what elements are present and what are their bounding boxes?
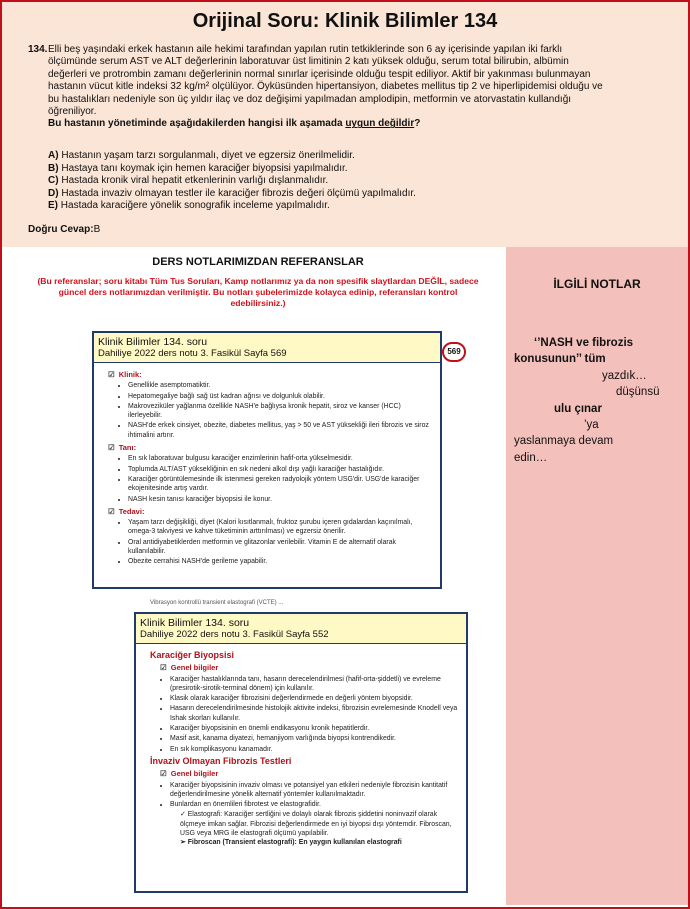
option-letter: D): [48, 187, 59, 199]
list-item: • En sık laboratuvar bulgusu karaciğer enzimlerinin hafif-orta yükselmesidir.: [128, 454, 432, 463]
list-item: • Masif asit, kanama diyatezi, hemanjiyom varlığında biyopsi kontrendikedir.: [170, 734, 458, 743]
checkbox-icon: ☑: [160, 769, 167, 779]
checkbox-icon: ☑: [108, 443, 115, 453]
list-item: • Karaciğer görüntülemesinde ilk istenmesi gereken radyolojik yöntem USG'dir. USG'de karaciğer ekojenitesinde artış vardır.: [128, 475, 432, 494]
related-notes-panel: [506, 247, 688, 905]
options-list: [48, 150, 416, 213]
option-e[interactable]: [48, 200, 416, 213]
answer-value: B: [93, 224, 101, 235]
checkbox-icon: ☑: [108, 370, 115, 379]
related-notes-title: İLGİLİ NOTLAR: [553, 277, 641, 291]
section-heading: ☑ Klinik:: [108, 370, 142, 379]
card-content: [136, 644, 466, 848]
option-text: Hastada invaziv olmayan testler ile karaciğer fibrozis değeri ölçümü yapılmalıdır.: [61, 187, 416, 199]
page-title: Orijinal Soru: Klinik Bilimler 134: [192, 10, 498, 32]
question-number: 134.: [28, 44, 48, 55]
ask-suffix: ?: [414, 118, 421, 130]
ask-emphasis: uygun değildir: [345, 118, 415, 130]
list-item: • Klasik olarak karaciğer fibrozisini değerlendirmede en değerli yöntem biyopsidir.: [170, 694, 458, 703]
list-item: • NASH kesin tanısı karaciğer biyopsisi ile konur.: [128, 495, 432, 504]
option-text: Hastaya tanı koymak için hemen karaciğer biyopsisi yapılmalıdır.: [61, 162, 348, 174]
answer-label: Doğru Cevap:: [28, 224, 94, 235]
option-letter: A): [48, 150, 59, 161]
option-d[interactable]: [48, 188, 416, 201]
list-item: • Karaciğer hastalıklarında tanı, hasarın derecelendirilmesi (hafif-orta-şiddetli) ve evreleme (presirotik-sirotik-terminal dönem) için kullanılır.: [170, 675, 458, 694]
option-text: Hastada kronik viral hepatit etkenlerinin varlığı dışlanmalıdır.: [61, 175, 329, 187]
cropped-text-strip: Vibrasyon kontrollü transient elastografi (VCTE) ...: [150, 600, 450, 612]
list-item: • Hasarın derecelendirilmesinde histolojik aktivite indeksi, fibrozisin evrelemesinde Knodell veya Ishak skorları kullanılır.: [170, 704, 458, 723]
note-line: ’ya: [584, 419, 599, 432]
question-line: bu hastalıkları nedeniyle son üç yıldır ilaç ve doz değişimi yapılmadan amplodipin, metformin ve atorvastatin kullandığı: [48, 93, 572, 105]
question-line: ölçümünde serum AST ve ALT değerlerinin laboratuvar üst limitinin 2 katı yüksek olduğu, serum total bilirubin, albümin: [48, 56, 569, 68]
note-line: yazdık…: [602, 369, 647, 382]
option-text: Hastada karaciğere yönelik sonografik inceleme yapılmalıdır.: [60, 200, 330, 212]
reference-card-569: [92, 331, 442, 589]
list-item: • Makroveziküler yağlanma özellikle NASH'e bağlıysa kronik hepatit, siroz ve kanser (HCC) ilerleyebilir.: [128, 402, 432, 421]
question-text: [48, 44, 638, 131]
card-header: [94, 333, 440, 363]
section-heading: ☑ Tanı:: [108, 443, 137, 453]
page-badge: 569: [442, 342, 466, 362]
note-line: ulu çınar: [554, 402, 602, 415]
references-subtitle: (Bu referanslar; soru kitabı Tüm Tus Soruları, Kamp notlarımız ya da non spesifik slaytlardan DEĞİL, sadece güncel ders notlarımızdan verilmiştir. Bu notları şubelerimizde kolayca edinip, referansları kontrol edebilirsiniz.): [37, 276, 479, 308]
list-item: • Toplumda ALT/AST yüksekliğinin en sık nedeni alkol dışı yağlı karaciğer hastalığıdır.: [128, 465, 432, 474]
checkbox-icon: ☑: [108, 506, 115, 516]
card-content: [94, 363, 440, 567]
note-line: konusunun’’ tüm: [514, 353, 606, 366]
note-line: düşünsü: [616, 386, 660, 399]
list-item: • En sık komplikasyonu kanamadır.: [170, 745, 458, 754]
list-item: • Hepatomegaliye bağlı sağ üst kadran ağrısı ve dolgunluk olabilir.: [128, 392, 432, 401]
option-c[interactable]: [48, 175, 416, 188]
list-item: • Karaciğer biyopsisinin invaziv olması ve potansiyel yan etkileri nedeniyle fibrozisin kantitatif değerlendirilmesine yönelik alternatif yöntemler kullanılmaktadır.: [170, 781, 458, 800]
option-letter: C): [48, 175, 59, 187]
option-b[interactable]: [48, 163, 416, 176]
note-line: yaslanmaya devam: [514, 435, 614, 448]
bullet-list: [150, 781, 458, 810]
question-panel: [2, 2, 688, 247]
list-item: • Karaciğer biyopsisinin en önemli endikasyonu kronik hepatitlerdir.: [170, 724, 458, 733]
option-a[interactable]: [48, 150, 416, 163]
note-line: edin…: [514, 451, 548, 464]
related-notes-body: [514, 335, 682, 466]
bullet-list: [108, 454, 432, 503]
note-line: ‘’NASH ve fibrozis: [534, 337, 634, 349]
subsection-heading: ☑ Genel bilgiler: [160, 769, 219, 779]
list-item: • Yaşam tarzı değişikliği, diyet (Kalori kısıtlanmalı, fruktoz şurubu içeren gıdalardan kaçınılmalı, omega-3 takviyesi ve kahve tüketiminin arttırılması) ve egzersiz önerilir.: [128, 518, 432, 537]
list-item: • Bunlardan en önemlileri fibrotest ve elastografidir.: [170, 800, 458, 809]
question-line: hastanın vücut kitle indeksi 32 kg/m² olçülüyor. Öyküsünden hipertansiyon, diabetes mellitus tip 2 ve hiperlipidemisi olduğu ve: [48, 81, 603, 93]
section-heading: Karaciğer Biyopsisi: [150, 650, 235, 660]
option-text: Hastanın yaşam tarzı sorgulanmalı, diyet ve egzersiz önerilmelidir.: [61, 150, 355, 161]
references-title: DERS NOTLARIMIZDAN REFERANSLAR: [152, 256, 364, 268]
reference-card-552: [134, 612, 468, 893]
question-ask: [48, 118, 638, 130]
card-title: Klinik Bilimler 134. soru: [98, 336, 208, 348]
question-line: öğreniliyor.: [48, 106, 97, 118]
question-line: Elli beş yaşındaki erkek hastanın aile hekimi tarafından yapılan rutin tetkiklerinde son 6 ay içerisinde yapılan iki farklı: [48, 44, 563, 55]
bullet-list: [108, 381, 432, 440]
ask-prefix: Bu hastanın yönetiminde aşağıdakilerden hangisi ilk aşamada: [48, 118, 346, 130]
list-item: • Oral antidiyabetiklerden metformin ve glitazonlar verilebilir. Vitamin E de alternatif olarak kullanılabilir.: [128, 538, 432, 557]
option-letter: B): [48, 162, 59, 174]
list-item: • Genellikle asemptomatiktir.: [128, 381, 432, 390]
card-header: [136, 614, 466, 644]
correct-answer: [28, 224, 100, 235]
list-item: • Obezite cerrahisi NASH'de gerileme yapabilir.: [128, 557, 432, 566]
card-title: Klinik Bilimler 134. soru: [140, 617, 250, 629]
list-item: • NASH'de erkek cinsiyet, obezite, diabetes mellitus, yaş > 50 ve AST yüksekliği ileri fibrozis ve siroz ihtimalini artırır.: [128, 421, 432, 440]
fibroscan-note: ➢ Fibroscan (Transient elastografi): En yaygın kullanılan elastografi: [180, 839, 402, 847]
bullet-list: [108, 518, 432, 566]
checkbox-icon: ☑: [160, 663, 167, 673]
question-line: değerleri ve protrombin zamanı değerlerinin normal sınırlar içerisinde olduğu tespit ediliyor. Aktif bir yakınması bulunmayan: [48, 68, 591, 80]
bullet-list: [150, 675, 458, 754]
elastography-note: ✓ Elastografi: Karaciğer sertliğini ve dolaylı olarak fibrozis şiddetini noninvazif olarak ölçmeye imkan sağlar. Fibrozisi değerlendirmede en iyi biyopsi dışı yöntemdir. Fibroscan, USG veya MRG ile elastografi ölçümü yapılabilir.: [180, 811, 452, 838]
section-heading: ☑ Tedavi:: [108, 506, 145, 516]
card-subtitle: Dahiliye 2022 ders notu 3. Fasikül Sayfa 552: [140, 629, 329, 640]
section-heading: İnvaziv Olmayan Fibrozis Testleri: [150, 755, 292, 766]
card-subtitle: Dahiliye 2022 ders notu 3. Fasikül Sayfa 569: [98, 348, 287, 359]
subsection-heading: ☑ Genel bilgiler: [160, 663, 219, 673]
option-letter: E): [48, 200, 58, 212]
